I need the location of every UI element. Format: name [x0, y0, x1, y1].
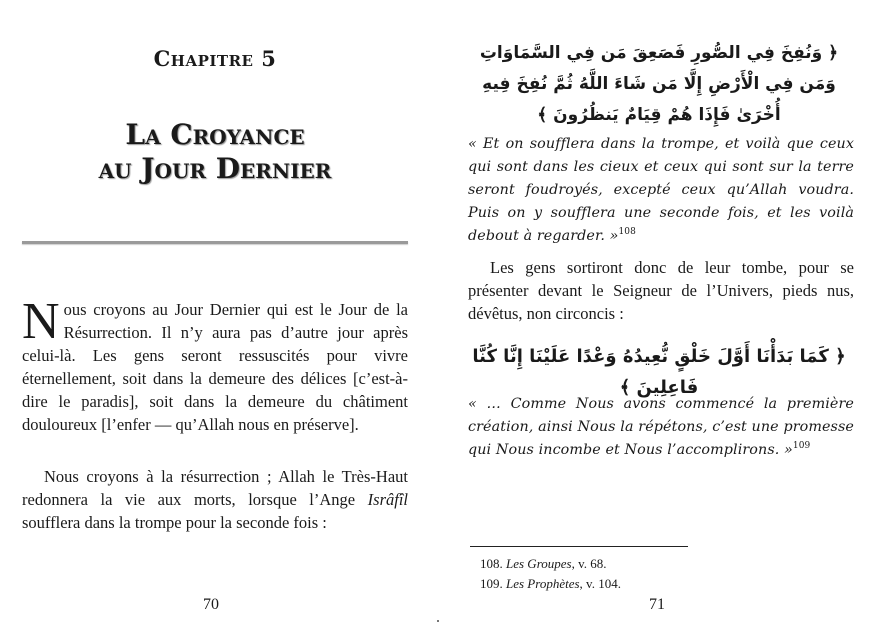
chapter-title-line1: La Croyance — [125, 118, 305, 151]
intro-paragraph — [22, 293, 408, 436]
chapter-number: Chapitre 5 — [153, 46, 277, 71]
footnote-108 — [480, 554, 621, 574]
verse-translation-2-text: « … Comme Nous avons commencé la première création, ainsi Nous la répétons, c’est une promesse qui Nous incombe et Nous l’accomplirons. » — [468, 396, 854, 458]
page-number-right: 71 — [649, 596, 665, 613]
resurrection-text-start: Nous croyons à la résurrection ; Allah le Très-Haut redonnera la vie aux morts, lorsque l’Ange — [22, 467, 408, 509]
chapter-title — [22, 118, 408, 186]
drop-cap: N — [22, 293, 60, 350]
footnote-109 — [480, 574, 621, 594]
footnotes — [480, 554, 621, 594]
right-page — [440, 0, 880, 626]
resurrection-text-end: soufflera dans la trompe pour la seconde fois : — [22, 513, 327, 532]
title-rule — [22, 241, 408, 244]
footnote-109-title: Les Prophètes — [506, 576, 580, 591]
arabic-verse-1: ﴿ وَنُفِخَ فِي الصُّورِ فَصَعِقَ مَن فِي السَّمَاوَاتِ وَمَن فِي الْأَرْضِ إِلَّا مَن شَاءَ اللَّهُ ثُمَّ نُفِخَ فِيهِ أُخْرَىٰ فَإِذَا هُمْ قِيَامٌ يَنظُرُونَ ﴾ — [479, 43, 839, 125]
page-number-left: 70 — [203, 596, 219, 613]
chapter-title-line2: au Jour Dernier — [98, 152, 332, 185]
intro-paragraph-text: ous croyons au Jour Dernier qui est le Jour de la Résurrection. Il n’y aura pas d’autre jour après celui-là. Les gens seront ressuscités pour vivre éternellement, soit dans la demeure des délices [c’est-à-dire le paradis], soit dans la demeure du châtiment douloureux [l’enfer — qu’Allah nous en préserve]. — [22, 300, 408, 434]
angel-name: Isrâfîl — [367, 490, 408, 509]
resurrection-paragraph — [22, 465, 408, 534]
footnote-ref-109[interactable]: 109 — [792, 441, 811, 452]
footnote-ref-108[interactable]: 108 — [618, 227, 636, 238]
footnote-109-number: 109. — [480, 576, 503, 591]
footnote-108-title: Les Groupes — [506, 556, 572, 571]
footnote-rule — [470, 546, 688, 547]
gathering-paragraph: Les gens sortiront donc de leur tombe, pour se présenter devant le Seigneur de l’Univers, pieds nus, dévêtus, non circoncis : — [468, 258, 854, 323]
footnote-108-number: 108. — [480, 556, 503, 571]
verse-translation-1 — [468, 133, 854, 248]
gutter-mark — [437, 620, 439, 622]
verse-translation-1-text: « Et on soufflera dans la trompe, et voilà que ceux qui sont dans les cieux et ceux qui sont sur la terre seront foudroyés, excepté ceux qu’Allah voudra. Puis on y soufflera une seconde fois, et les voilà debout à regarder. » — [468, 136, 854, 244]
footnote-108-verse: , v. 68. — [571, 556, 607, 571]
verse-translation-2 — [468, 393, 854, 462]
arabic-verse-2: ﴿ كَمَا بَدَأْنَا أَوَّلَ خَلْقٍ نُّعِيدُهُ وَعْدًا عَلَيْنَا إِنَّا كُنَّا فَاعِلِينَ ﴾ — [472, 346, 846, 398]
footnote-109-verse: , v. 104. — [579, 576, 621, 591]
